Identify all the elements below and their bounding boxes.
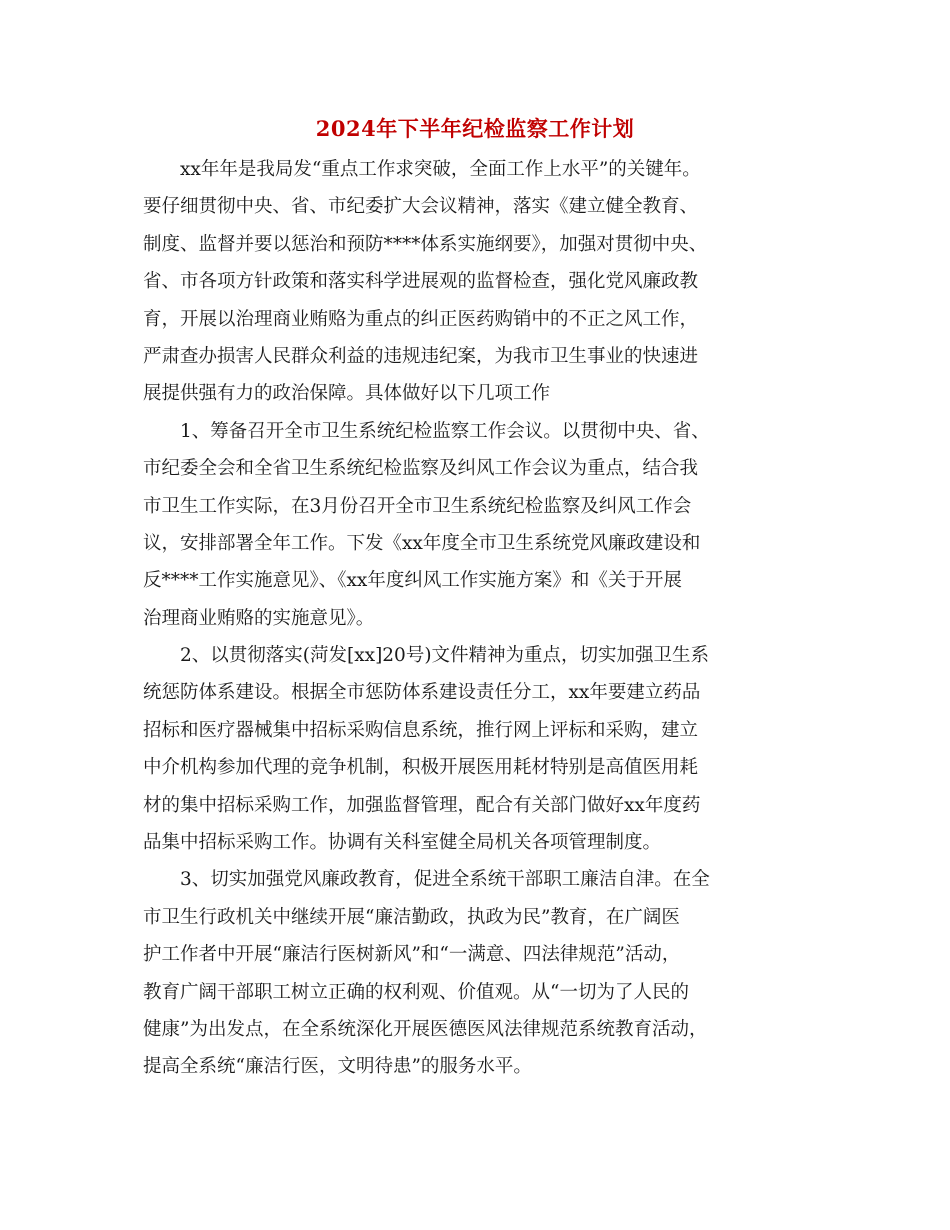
paragraph-line: 3、切实加强党风廉政教育，促进全系统干部职工廉洁自津。在全 (180, 869, 710, 891)
paragraph-line: 反****工作实施意见》、《xx年度纠风工作实施方案》和《关于开展 (143, 570, 682, 592)
paragraph-line: 教育广阔干部职工树立正确的权利观、价值观。从“一切为了人民的 (143, 981, 689, 1003)
paragraph-item-3 (143, 861, 815, 1085)
paragraph-line: 展提供强有力的政治保障。具体做好以下几项工作 (143, 383, 551, 405)
paragraph-item-1 (143, 413, 815, 637)
paragraph-line: 提高全系统“廉洁行医，文明待患”的服务水平。 (143, 1056, 532, 1078)
paragraph-line: 健康”为出发点，在全系统深化开展医德医风法律规范系统教育活动， (143, 1018, 708, 1040)
paragraph-line: 育，开展以治理商业贿赂为重点的纠正医药购销中的不正之风工作， (143, 308, 699, 330)
paragraph-line: 护工作者中开展“廉洁行医树新风”和“一满意、四法律规范”活动， (143, 944, 681, 966)
paragraph-line: 治理商业贿赂的实施意见》。 (143, 607, 375, 629)
paragraph-line: 品集中招标采购工作。协调有关科室健全局机关各项管理制度。 (143, 832, 662, 854)
paragraph-line: 市卫生工作实际，在3月份召开全市卫生系统纪检监察及纠风工作会 (143, 495, 692, 517)
paragraph-line: 2、以贯彻落实(菏发[xx]20号)文件精神为重点，切实加强卫生系 (180, 645, 710, 667)
paragraph-intro (143, 151, 815, 413)
paragraph-line: 1、筹备召开全市卫生系统纪检监察工作会议。以贯彻中央、省、 (180, 420, 710, 442)
paragraph-line: 省、市各项方针政策和落实科学进展观的监督检查，强化党风廉政教 (143, 271, 699, 293)
paragraph-line: 市卫生行政机关中继续开展“廉洁勤政，执政为民”教育，在广阔医 (143, 906, 680, 928)
paragraph-line: 招标和医疗器械集中招标采购信息系统，推行网上评标和采购，建立 (143, 719, 699, 741)
paragraph-line: xx年年是我局发“重点工作求突破，全面工作上水平”的关键年。 (180, 159, 701, 180)
paragraph-line: 制度、监督并要以惩治和预防****体系实施纲要》，加强对贯彻中央、 (143, 233, 708, 255)
paragraph-line: 材的集中招标采购工作，加强监督管理，配合有关部门做好xx年度药 (143, 794, 701, 816)
paragraph-item-2 (143, 637, 815, 861)
document-title: 2024年下半年纪检监察工作计划 (315, 116, 635, 141)
paragraph-line: 中介机构参加代理的竞争机制，积极开展医用耗材特别是高值医用耗 (143, 757, 699, 779)
paragraph-line: 议，安排部署全年工作。下发《xx年度全市卫生系统党风廉政建设和 (143, 532, 701, 554)
paragraph-line: 严肃查办损害人民群众利益的违规违纪案，为我市卫生事业的快速进 (143, 345, 699, 367)
document-body (143, 151, 815, 1086)
paragraph-line: 要仔细贯彻中央、省、市纪委扩大会议精神，落实《建立健全教育、 (143, 196, 699, 218)
paragraph-line: 市纪委全会和全省卫生系统纪检监察及纠风工作会议为重点，结合我 (143, 458, 699, 480)
paragraph-line: 统惩防体系建设。根据全市惩防体系建设责任分工，xx年要建立药品 (143, 682, 701, 704)
